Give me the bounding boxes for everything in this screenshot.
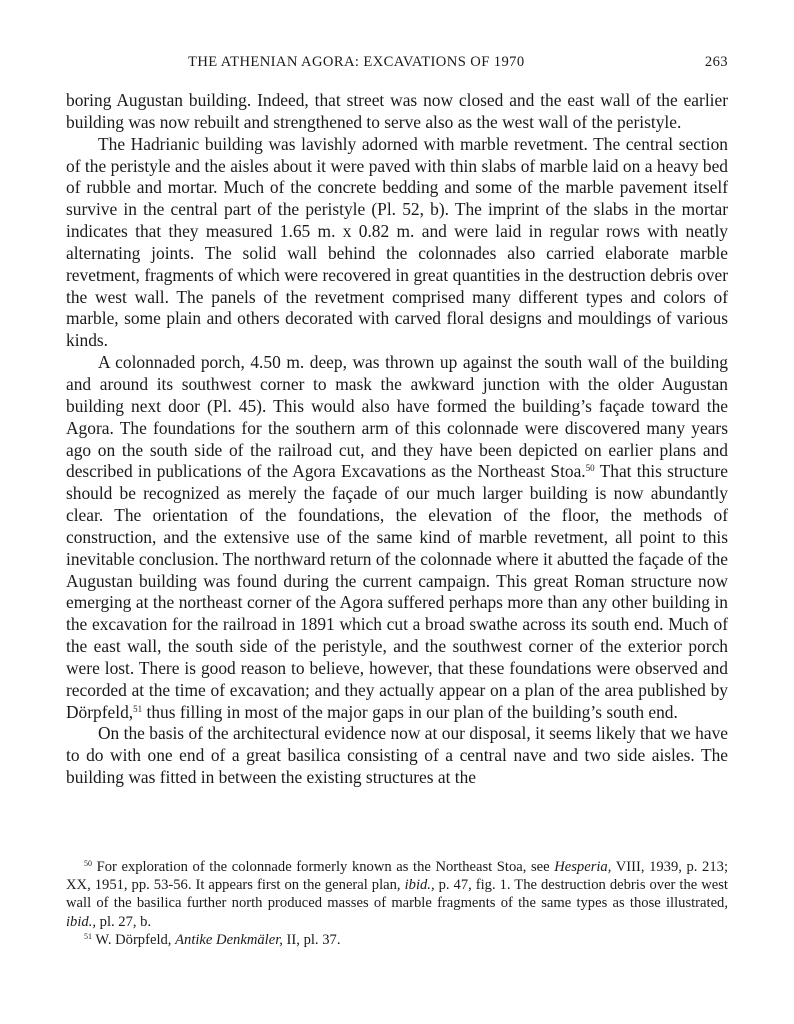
footnote-number: 51 xyxy=(84,931,92,941)
paragraph-2 xyxy=(66,134,728,352)
paragraph-text: A colonnaded porch, 4.50 m. deep, was thrown up against the south wall of the building and around its southwest corner to mask the awkward junction with the older Augustan building next door (Pl. 45). This would also have formed the building’s façade toward the Agora. The foundations for the southern arm of this colonnade were discovered many years ago on the south side of the railroad cut, and they have been depicted on earlier plans and described in publications of the Agora Excavations as the Northeast Stoa. xyxy=(66,352,728,482)
footnote-51 xyxy=(66,931,728,949)
paragraph-text: boring Augustan building. Indeed, that street was now closed and the east wall of the earlier building was now rebuilt and strengthened to serve also as the west wall of the peristyle. xyxy=(66,90,728,132)
paragraph-1 xyxy=(66,90,728,134)
footnote-ref-50[interactable]: 50 xyxy=(585,463,595,474)
footnotes xyxy=(66,858,728,949)
footnote-50 xyxy=(66,858,728,931)
footnote-italic: Antike Denkmäler, xyxy=(175,931,283,948)
paragraph-text: thus filling in most of the major gaps in our plan of the building’s south end. xyxy=(142,701,678,722)
paragraph-4 xyxy=(66,723,728,789)
footnote-text: II, pl. 37. xyxy=(282,931,341,948)
paragraph-text: That this structure should be recognized as merely the façade of our much larger building is now abundantly clear. The orientation of the foundations, the elevation of the floor, the methods of construction, and the extensive use of the same kind of marble revetment, all point to this inevitable conclusion. The northward return of the colonnade where it abutted the façade of the Augustan building was found during the current campaign. This great Roman structure now emerging at the northeast corner of the Agora suffered perhaps more than any other building in the excavation for the railroad in 1891 which cut a broad swathe across its south end. Much of the east wall, the south side of the peristyle, and the southwest corner of the exterior porch were lost. There is good reason to believe, however, that these foundations were observed and recorded at the time of excavation; and they actually appear on a plan of the area published by Dörpfeld, xyxy=(66,461,728,722)
footnote-text: For exploration of the colonnade formerly known as the Northeast Stoa, see xyxy=(92,859,555,875)
footnote-text: VIII, 1939, p. 213; XX, 1951, pp. 53-56. It appears first on the general plan, xyxy=(66,859,729,894)
paragraph-text: The Hadrianic building was lavishly adorned with marble revetment. The central section of the peristyle and the aisles about it were paved with thin slabs of marble laid on a heavy bed of rubble and mortar. Much of the concrete bedding and some of the marble pavement itself survive in the central part of the peristyle (Pl. 52, b). The imprint of the slabs in the mortar indicates that they measured 1.65 m. x 0.82 m. and were laid in regular rows with neatly alternating joints. The solid wall behind the colonnades also carried elaborate marble revetment, fragments of which were recovered in great quantities in the destruction debris over the west wall. The panels of the revetment comprised many different types and colors of marble, some plain and others decorated with carved floral designs and mouldings of various kinds. xyxy=(66,133,728,351)
page-number: 263 xyxy=(704,54,728,70)
paragraph-text: On the basis of the architectural evidence now at our disposal, it seems likely that we have to do with one end of a great basilica consisting of a central nave and two side aisles. The building was fitted in between the existing structures at the xyxy=(66,723,728,788)
footnote-italic: ibid., xyxy=(404,877,435,894)
body-text xyxy=(66,90,728,789)
footnote-text: W. Dörpfeld, xyxy=(92,931,176,948)
footnote-italic: ibid., xyxy=(66,913,96,930)
paragraph-3 xyxy=(66,352,728,723)
footnote-text: pl. 27, b. xyxy=(96,913,152,930)
running-title: THE ATHENIAN AGORA: EXCAVATIONS OF 1970 xyxy=(188,54,525,70)
footnote-text: p. 47, fig. 1. The destruction debris over the west wall of the basilica further north produced masses of marble fragments of the same types as those illustrated, xyxy=(66,877,728,912)
running-head xyxy=(66,54,728,76)
footnote-ref-51[interactable]: 51 xyxy=(133,703,143,714)
footnote-number: 50 xyxy=(84,859,92,868)
footnote-italic: Hesperia, xyxy=(554,859,612,875)
